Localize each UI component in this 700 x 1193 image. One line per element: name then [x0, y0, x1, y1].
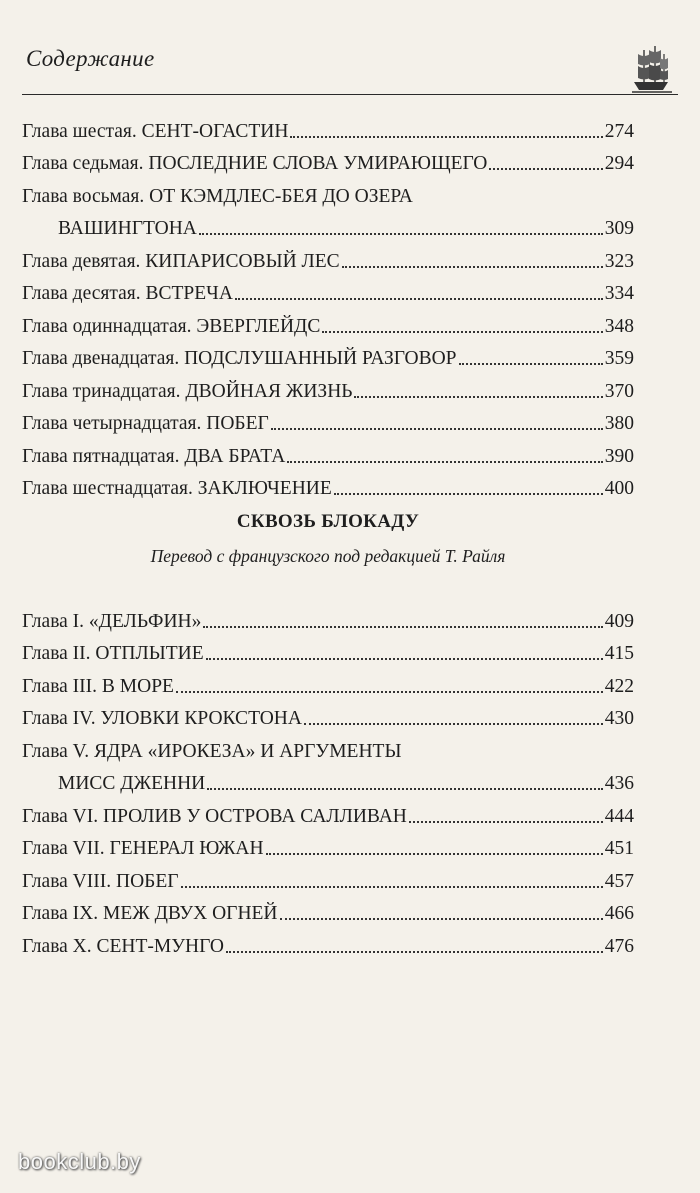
dot-leader: [489, 168, 602, 170]
toc-entry-page: 390: [604, 445, 634, 467]
toc-entry: [22, 633, 634, 666]
toc-entry: [22, 730, 634, 763]
toc-entry-page: 294: [604, 153, 634, 174]
toc-entry-title: Глава шестнадцатая. ЗАКЛЮЧЕНИЕ: [22, 478, 332, 499]
toc-entry-page: 359: [604, 348, 634, 369]
toc-entry-title: Глава девятая. КИПАРИСОВЫЙ ЛЕС: [22, 250, 340, 272]
toc-entry: [22, 240, 634, 273]
toc-entry: [22, 860, 634, 893]
toc-entry-page: 457: [604, 870, 634, 892]
toc-entry: [22, 698, 634, 731]
toc-entry-title: Глава IX. МЕЖ ДВУХ ОГНЕЙ: [22, 903, 278, 924]
toc-entry-page: 430: [604, 708, 634, 729]
sailing-ship-icon: [628, 42, 674, 96]
dot-leader: [206, 658, 603, 660]
dot-leader: [199, 233, 603, 235]
toc-entry-title: Глава I. «ДЕЛЬФИН»: [22, 610, 202, 632]
watermark: bookclub.by: [18, 1149, 141, 1174]
toc-entry: [22, 110, 634, 143]
dot-leader: [226, 951, 603, 953]
dot-leader: [207, 788, 603, 790]
toc-entry: [22, 468, 634, 501]
toc-entry-page: 451: [604, 838, 634, 859]
toc-entry-page: 274: [604, 120, 634, 142]
toc-entry-title: Глава V. ЯДРА «ИРОКЕЗА» И АРГУМЕНТЫ: [22, 740, 402, 762]
toc-entry-title: Глава шестая. СЕНТ-ОГАСТИН: [22, 120, 289, 142]
toc-list-part1: [22, 110, 634, 500]
toc-entry: [22, 208, 634, 241]
toc-entry: [22, 600, 634, 633]
dot-leader: [266, 853, 603, 855]
toc-entry: [22, 763, 634, 796]
dot-leader: [342, 266, 603, 268]
toc-entry-page: 380: [604, 413, 634, 434]
dot-leader: [304, 723, 603, 725]
toc-entry: [22, 305, 634, 338]
dot-leader: [203, 626, 602, 628]
toc-entry-title: Глава VII. ГЕНЕРАЛ ЮЖАН: [22, 838, 264, 859]
toc-entry-page: 309: [604, 218, 634, 239]
toc-entry: [22, 175, 634, 208]
toc-entry-title: Глава X. СЕНТ-МУНГО: [22, 935, 225, 957]
toc-entry-title: Глава десятая. ВСТРЕЧА: [22, 283, 233, 304]
toc-entry-title: Глава двенадцатая. ПОДСЛУШАННЫЙ РАЗГОВОР: [22, 348, 457, 369]
dot-leader: [287, 461, 602, 463]
toc-entry: [22, 795, 634, 828]
toc-entry-page: 415: [604, 643, 634, 664]
toc-entry-page: 348: [604, 315, 634, 337]
toc-entry-title: Глава VI. ПРОЛИВ У ОСТРОВА САЛЛИВАН: [22, 805, 407, 827]
toc-entry-title: Глава седьмая. ПОСЛЕДНИЕ СЛОВА УМИРАЮЩЕГО: [22, 153, 488, 174]
toc-entry-title: Глава пятнадцатая. ДВА БРАТА: [22, 445, 286, 467]
toc-entry-title: Глава тринадцатая. ДВОЙНАЯ ЖИЗНЬ: [22, 380, 353, 402]
toc-entry-page: 400: [604, 478, 634, 499]
toc-entry: [22, 893, 634, 926]
toc-entry: [22, 273, 634, 306]
toc-entry-page: 370: [604, 380, 634, 402]
toc-entry-title: Глава III. В МОРЕ: [22, 675, 174, 697]
dot-leader: [235, 298, 603, 300]
dot-leader: [290, 136, 602, 138]
toc-entry-title: Глава IV. УЛОВКИ КРОКСТОНА: [22, 708, 302, 729]
toc-entry: [22, 338, 634, 371]
toc-entry-page: 466: [604, 903, 634, 924]
toc-entry-page: 409: [604, 610, 634, 632]
toc-entry: [22, 143, 634, 176]
running-header: [22, 46, 678, 98]
toc-list-part2: [22, 600, 634, 958]
section-title: СКВОЗЬ БЛОКАДУ: [236, 511, 420, 532]
toc-entry-title: Глава одиннадцатая. ЭВЕРГЛЕЙДС: [22, 315, 321, 337]
toc-entry: [22, 665, 634, 698]
toc-entry: [22, 370, 634, 403]
toc-entry-title: МИСС ДЖЕННИ: [58, 773, 206, 794]
dot-leader: [176, 691, 603, 693]
toc-entry-page: 422: [604, 675, 634, 697]
header-rule: [22, 94, 678, 95]
dot-leader: [334, 493, 603, 495]
dot-leader: [181, 886, 603, 888]
dot-leader: [459, 363, 603, 365]
toc-entry-page: 444: [604, 805, 634, 827]
section-subtitle: Перевод с французского под редакцией Т. Райля: [150, 546, 506, 566]
dot-leader: [409, 821, 603, 823]
toc-entry: [22, 925, 634, 958]
toc-entry-title: Глава восьмая. ОТ КЭМДЛЕС-БЕЯ ДО ОЗЕРА: [22, 185, 413, 207]
running-header-title: Содержание: [26, 46, 155, 71]
toc-entry: [22, 828, 634, 861]
toc-entry: [22, 403, 634, 436]
toc-entry-page: 334: [604, 283, 634, 304]
dot-leader: [354, 396, 602, 398]
toc-entry-page: 323: [604, 250, 634, 272]
dot-leader: [322, 331, 602, 333]
dot-leader: [280, 918, 603, 920]
toc-entry-title: Глава II. ОТПЛЫТИЕ: [22, 643, 204, 664]
toc-entry: [22, 435, 634, 468]
toc-entry-title: ВАШИНГТОНА: [58, 218, 197, 239]
toc-entry-page: 476: [604, 935, 634, 957]
dot-leader: [271, 428, 603, 430]
toc-entry-title: Глава VIII. ПОБЕГ: [22, 870, 179, 892]
toc-entry-title: Глава четырнадцатая. ПОБЕГ: [22, 413, 269, 434]
toc-entry-page: 436: [604, 773, 634, 794]
